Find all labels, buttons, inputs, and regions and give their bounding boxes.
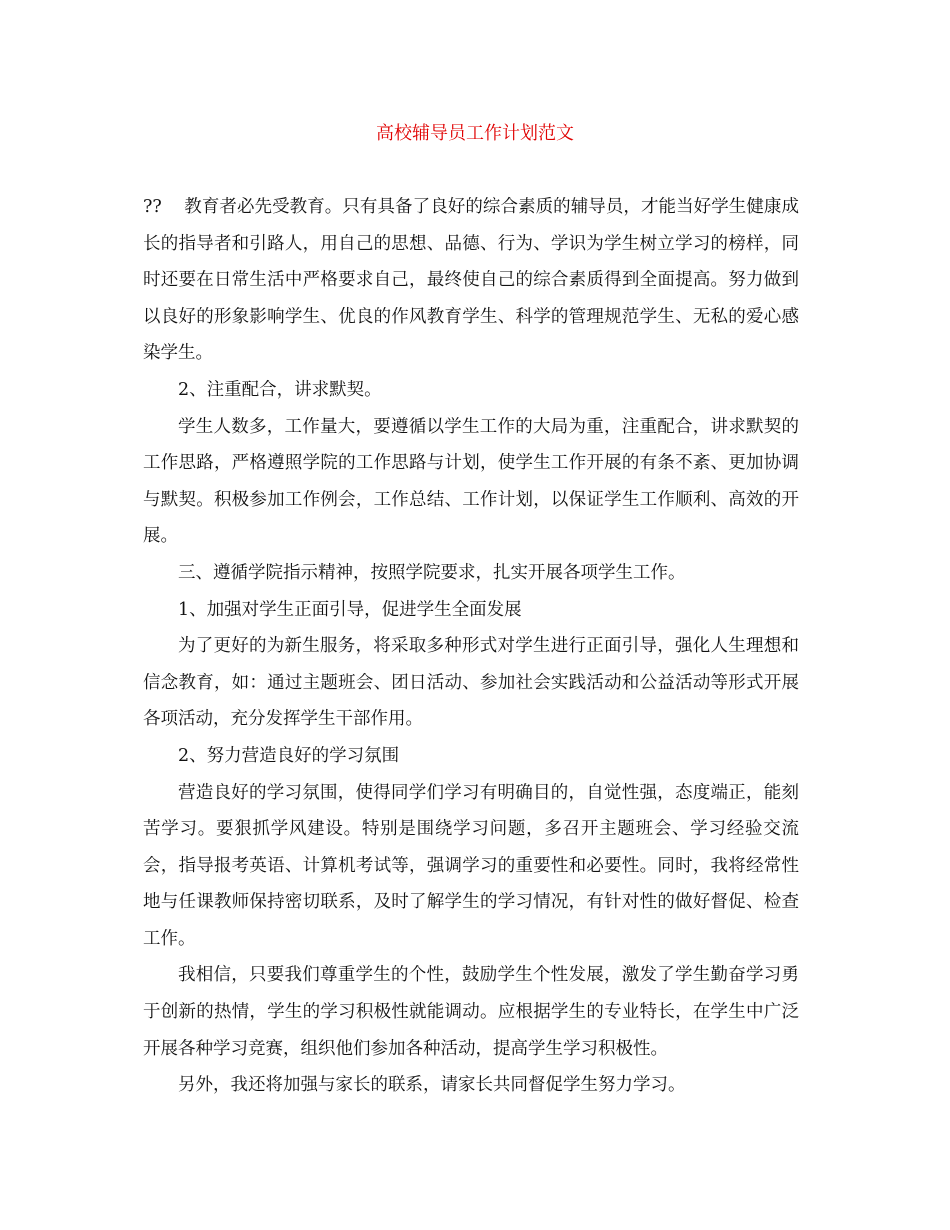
paragraph-cooperation: 学生人数多，工作量大，要遵循以学生工作的大局为重，注重配合，讲求默契的工作思路，严格遵照学院的工作思路与计划，使学生工作开展的有条不紊、更加协调与默契。积极参加工作例会，工作总结、工作计划，以保证学生工作顺利、高效的开展。 [143,416,799,547]
document-title: 高校辅导员工作计划范文 [376,123,574,144]
document-body [143,189,799,1104]
paragraph-heading-atmosphere: 2、努力营造良好的学习氛围 [178,745,400,766]
paragraph-heading-guidance: 1、加强对学生正面引导，促进学生全面发展 [178,599,522,620]
paragraph-parents: 另外，我还将加强与家长的联系，请家长共同督促学生努力学习。 [178,1075,686,1096]
paragraph-heading-cooperation: 2、注重配合，讲求默契。 [178,379,382,400]
paragraph-guidance: 为了更好的为新生服务，将采取多种形式对学生进行正面引导，强化人生理想和信念教育，如：通过主题班会、团日活动、参加社会实践活动和公益活动等形式开展各项活动，充分发挥学生干部作用。 [143,636,799,730]
paragraph-belief: 我相信，只要我们尊重学生的个性，鼓励学生个性发展，激发了学生勤奋学习勇于创新的热情，学生的学习积极性就能调动。应根据学生的专业特长，在学生中广泛开展各种学习竞赛，组织他们参加各种活动，提高学生学习积极性。 [143,965,799,1059]
paragraph-heading-section-three: 三、遵循学院指示精神，按照学院要求，扎实开展各项学生工作。 [178,562,686,583]
paragraph-intro: ?? 教育者必先受教育。只有具备了良好的综合素质的辅导员，才能当好学生健康成长的指导者和引路人，用自己的思想、品德、行为、学识为学生树立学习的榜样，同时还要在日常生活中严格要求自己，最终使自己的综合素质得到全面提高。努力做到以良好的形象影响学生、优良的作风教育学生、科学的管理规范学生、无私的爱心感染学生。 [143,197,799,364]
paragraph-atmosphere: 营造良好的学习氛围，使得同学们学习有明确目的，自觉性强，态度端正，能刻苦学习。要狠抓学风建设。特别是围绕学习问题，多召开主题班会、学习经验交流会，指导报考英语、计算机考试等，强调学习的重要性和必要性。同时，我将经常性地与任课教师保持密切联系，及时了解学生的学习情况，有针对性的做好督促、检查工作。 [143,782,799,949]
